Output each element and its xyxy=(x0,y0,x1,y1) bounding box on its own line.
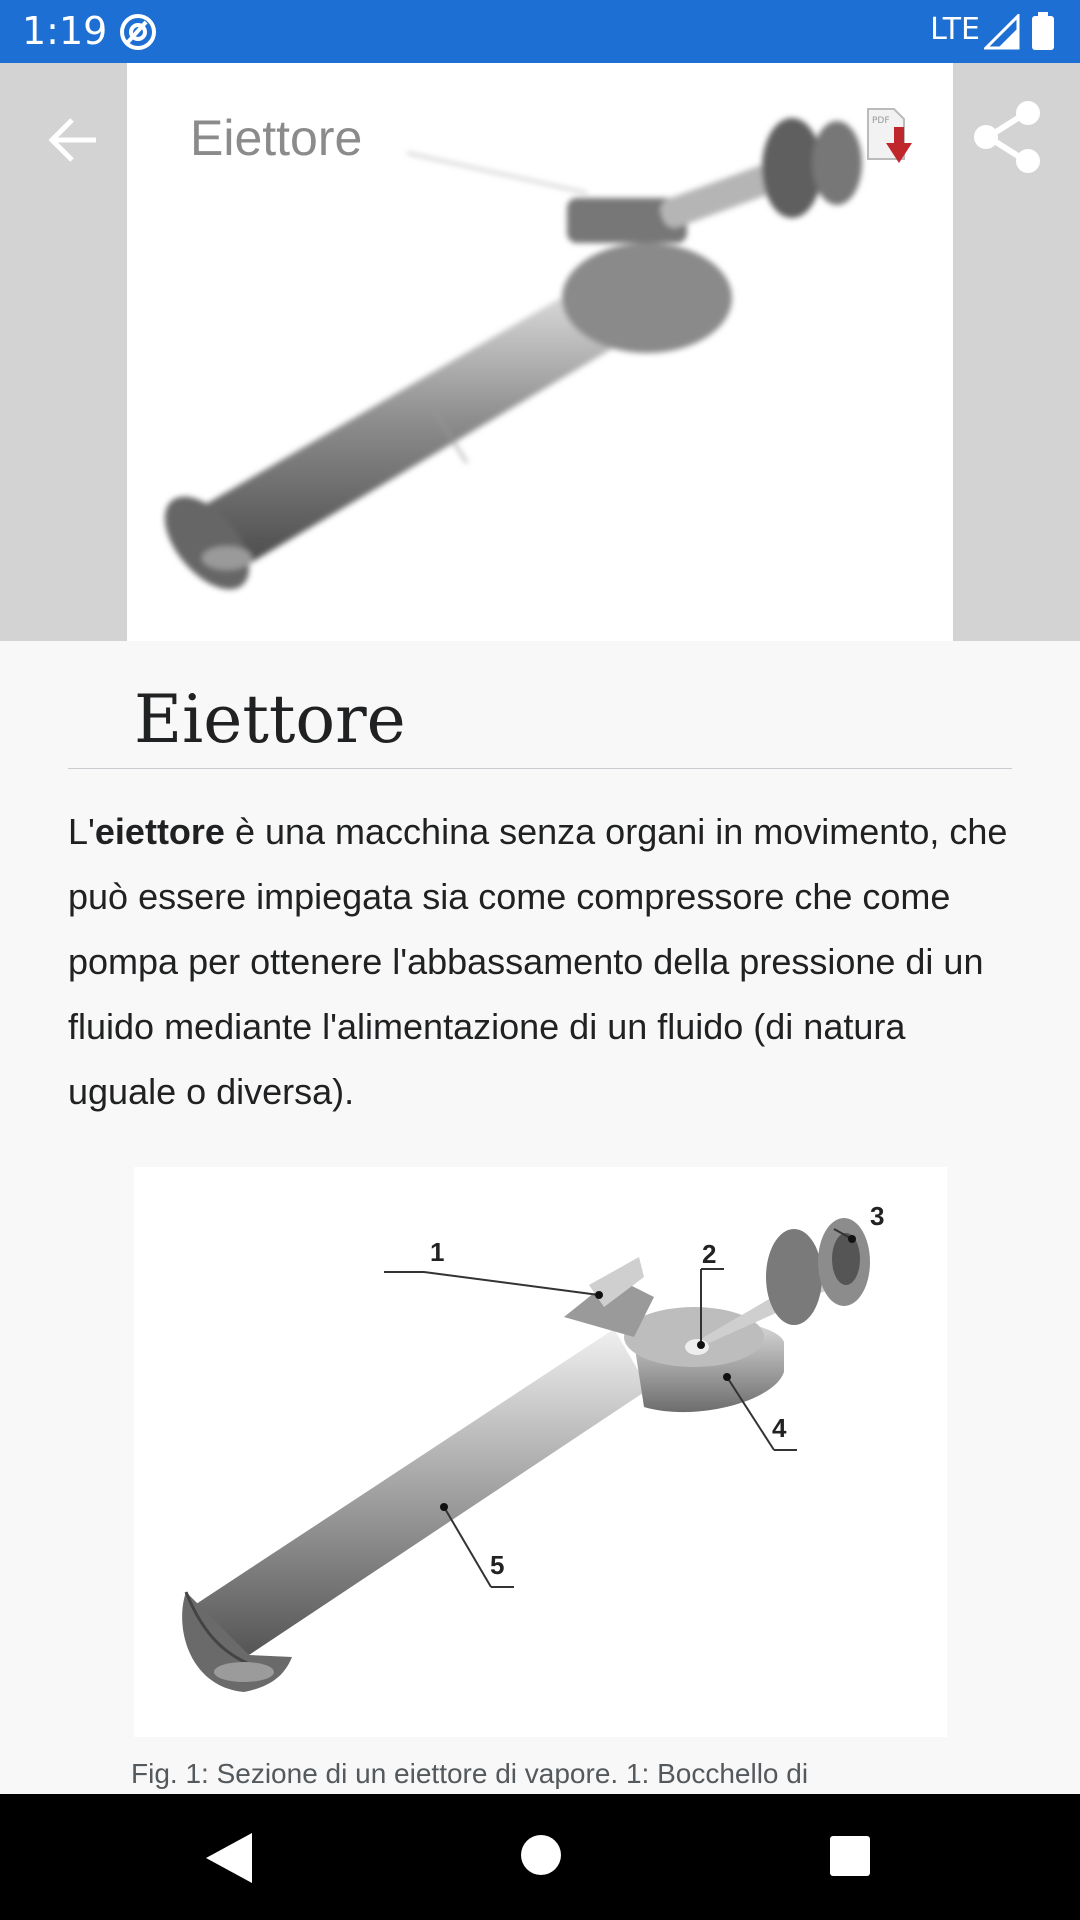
status-time: 1:19 xyxy=(22,9,108,53)
figure-label-1: 1 xyxy=(430,1237,445,1267)
hero-image-area xyxy=(0,63,1080,641)
at-sign-icon xyxy=(118,12,158,52)
svg-text:PDF: PDF xyxy=(872,116,890,126)
paragraph-bold-term: eiettore xyxy=(94,811,225,852)
article-content xyxy=(0,641,1080,1794)
ejector-figure[interactable] xyxy=(134,1167,947,1737)
figure-caption: Fig. 1: Sezione di un eiettore di vapore. 1: Bocchello di xyxy=(131,1758,809,1789)
ejector-diagram xyxy=(134,1167,947,1737)
figure-label-5: 5 xyxy=(490,1550,505,1580)
figure-label-3: 3 xyxy=(870,1201,885,1231)
signal-icon xyxy=(984,14,1020,50)
status-bar xyxy=(0,0,1080,63)
article-paragraph xyxy=(68,799,1018,1124)
arrow-left-icon[interactable] xyxy=(44,110,104,170)
figure-label-4: 4 xyxy=(772,1413,787,1443)
nav-back-icon[interactable] xyxy=(204,1831,254,1885)
nav-home-icon[interactable] xyxy=(521,1835,561,1875)
paragraph-prefix: L' xyxy=(68,811,95,852)
navigation-bar xyxy=(0,1794,1080,1920)
share-icon[interactable] xyxy=(970,99,1046,175)
pdf-download-icon[interactable] xyxy=(866,107,914,165)
heading-divider xyxy=(68,768,1012,769)
paragraph-text: è una macchina senza organi in movimento, che può essere impiegata sia come compressore che come pompa per ottenere l'abbassamento della pressione di un fluido mediante l'alimentazione di un fluido (di natura uguale o diversa). xyxy=(68,811,1008,1112)
figure-label-2: 2 xyxy=(702,1239,717,1269)
article-heading: Eiettore xyxy=(134,681,406,758)
battery-icon xyxy=(1032,12,1054,50)
nav-recents-icon[interactable] xyxy=(830,1836,870,1876)
network-type: LTE xyxy=(930,12,980,47)
toolbar-title: Eiettore xyxy=(190,110,363,166)
